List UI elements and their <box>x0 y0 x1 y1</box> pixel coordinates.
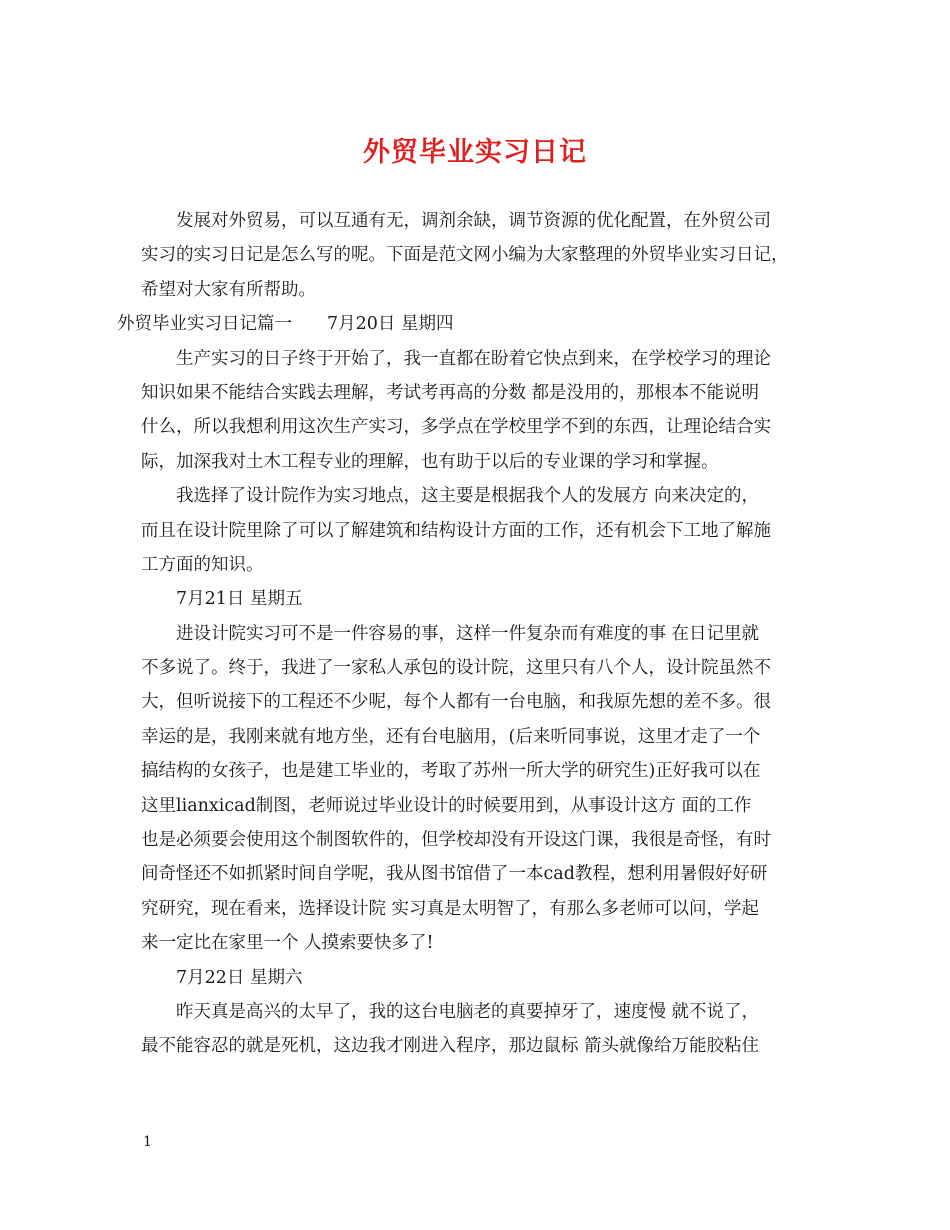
body-line: 大，但听说接下的工程还不少呢，每个人都有一台电脑，和我原先想的差不多。很 <box>141 692 771 713</box>
body-line: 不多说了。终于，我进了一家私人承包的设计院，这里只有八个人，设计院虽然不 <box>141 658 771 679</box>
date-heading: 7月22日 星期六 <box>176 967 303 988</box>
body-line: 际，加深我对土木工程专业的理解，也有助于以后的专业课的学习和掌握。 <box>141 451 719 472</box>
section-heading: 外贸毕业实习日记篇一 7月20日 星期四 <box>117 314 454 335</box>
body-line: 最不能容忍的就是死机，这边我才刚进入程序，那边鼠标 箭头就像给万能胶粘住 <box>141 1036 760 1057</box>
body-line: 我选择了设计院作为实习地点，这主要是根据我个人的发展方 向来决定的， <box>176 486 760 507</box>
body-line: 也是必须要会使用这个制图软件的，但学校却没有开设这门课，我很是奇怪，有时 <box>141 830 771 851</box>
date-heading: 7月21日 星期五 <box>176 589 303 610</box>
body-line: 幸运的是，我刚来就有地方坐，还有台电脑用，(后来听同事说，这里才走了一个 <box>141 726 761 747</box>
body-line: 知识如果不能结合实践去理解，考试考再高的分数 都是没用的，那根本不能说明 <box>141 382 760 403</box>
body-line: 究研究，现在看来，选择设计院 实习真是太明智了，有那么多老师可以问，学起 <box>141 898 760 919</box>
page-number: 1 <box>143 1134 152 1150</box>
body-line: 工方面的知识。 <box>141 554 264 575</box>
body-line: 这里lianxicad制图，老师说过毕业设计的时候要用到，从事设计这方 面的工作 <box>141 795 752 816</box>
body-line: 进设计院实习可不是一件容易的事，这样一件复杂而有难度的事 在日记里就 <box>176 623 760 644</box>
document-body <box>117 204 821 1064</box>
body-line: 发展对外贸易，可以互通有无，调剂余缺，调节资源的优化配置，在外贸公司 <box>176 211 771 231</box>
body-line: 生产实习的日子终于开始了，我一直都在盼着它快点到来，在学校学习的理论 <box>176 348 771 369</box>
body-line: 搞结构的女孩子，也是建工毕业的，考取了苏州一所大学的研究生)正好我可以在 <box>141 761 761 782</box>
body-line: 实习的实习日记是怎么写的呢。下面是范文网小编为大家整理的外贸毕业实习日记， <box>141 245 789 266</box>
body-line: 来一定比在家里一个 人摸索要快多了! <box>141 933 434 954</box>
body-line: 间奇怪还不如抓紧时间自学呢，我从图书馆借了一本cad教程，想利用暑假好好研 <box>141 864 768 885</box>
body-line: 而且在设计院里除了可以了解建筑和结构设计方面的工作，还有机会下工地了解施 <box>141 520 771 541</box>
body-line: 希望对大家有所帮助。 <box>141 279 316 300</box>
body-line: 什么，所以我想利用这次生产实习，多学点在学校里学不到的东西，让理论结合实 <box>141 417 771 438</box>
body-line: 昨天真是高兴的太早了，我的这台电脑老的真要掉牙了，速度慢 就不说了， <box>176 1001 760 1022</box>
document-title: 外贸毕业实习日记 <box>363 137 587 168</box>
